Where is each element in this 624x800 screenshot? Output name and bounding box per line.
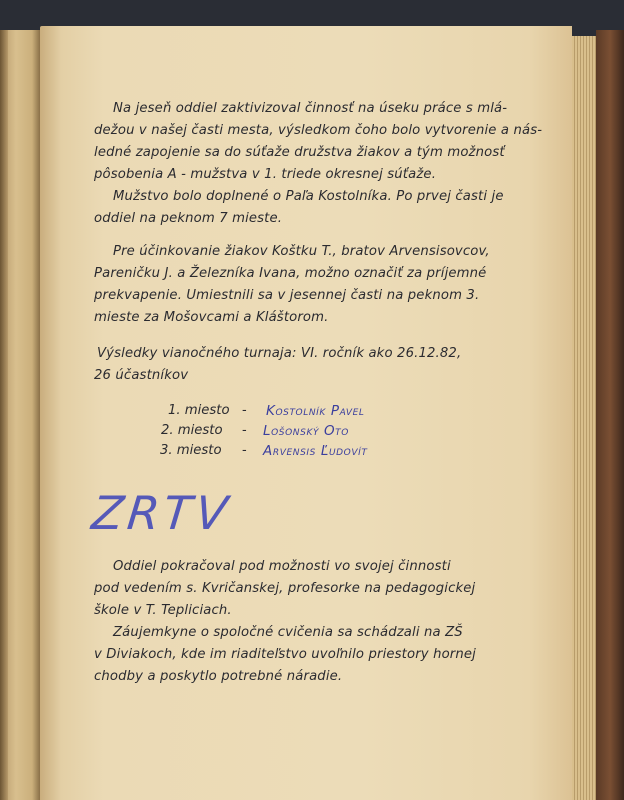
paragraph4-line: Záujemkyne o spoločné cvičenia sa schádzali na ZŠ bbox=[113, 625, 463, 640]
result-winner-name: Arvensis Ľudovít bbox=[263, 443, 368, 459]
paragraph2-line: prekvapenie. Umiestnili sa v jesennej časti na peknom 3. bbox=[94, 288, 480, 303]
result-place-label: 2. miesto bbox=[161, 423, 223, 438]
paragraph1-line: oddiel na peknom 7 mieste. bbox=[94, 211, 283, 226]
section-heading-zrtv: ZRTV bbox=[89, 486, 234, 540]
result-winner-name: Lošonský Oto bbox=[263, 423, 349, 439]
paragraph4-line: chodby a poskytlo potrebné náradie. bbox=[94, 669, 343, 684]
result-dash: - bbox=[242, 423, 247, 438]
paragraph1-line: Mužstvo bolo doplnené o Paľa Kostolníka. Po prvej časti je bbox=[113, 189, 504, 204]
paragraph4-line: Oddiel pokračoval pod možnosti vo svojej činnosti bbox=[113, 559, 451, 574]
book-cover-edge bbox=[596, 30, 624, 800]
paragraph1-line: Na jeseň oddiel zaktivizoval činnosť na úseku práce s mlá- bbox=[113, 101, 508, 116]
paragraph4-line: pod vedením s. Kvričanskej, profesorke na pedagogickej bbox=[94, 581, 476, 596]
paragraph4-line: v Diviakoch, kde im riaditeľstvo uvoľnilo priestory hornej bbox=[94, 647, 476, 662]
paragraph2-line: mieste za Mošovcami a Kláštorom. bbox=[94, 310, 329, 325]
paragraph1-line: pôsobenia A - mužstva v 1. triede okresnej súťaže. bbox=[94, 167, 437, 182]
result-place-label: 3. miesto bbox=[160, 443, 222, 458]
result-winner-name: Kostolník Pavel bbox=[266, 403, 365, 419]
paragraph2-line: Pre účinkovanie žiakov Koštku T., bratov Arvensisovcov, bbox=[113, 244, 490, 259]
result-dash: - bbox=[242, 443, 247, 458]
left-page-edge bbox=[0, 30, 40, 800]
paragraph2-line: Pareničku J. a Železníka Ivana, možno označiť za príjemné bbox=[94, 266, 487, 281]
result-place-label: 1. miesto bbox=[168, 403, 230, 418]
paragraph3-line: 26 účastníkov bbox=[94, 368, 189, 383]
paragraph1-line: ledné zapojenie sa do súťaže družstva žiakov a tým možnosť bbox=[94, 145, 505, 160]
paragraph3-line: Výsledky vianočného turnaja: VI. ročník ako 26.12.82, bbox=[97, 346, 462, 361]
paragraph1-line: dežou v našej časti mesta, výsledkom čoho bolo vytvorenie a nás- bbox=[94, 123, 543, 138]
result-dash: - bbox=[242, 403, 247, 418]
paragraph4-line: škole v T. Tepliciach. bbox=[94, 603, 232, 618]
